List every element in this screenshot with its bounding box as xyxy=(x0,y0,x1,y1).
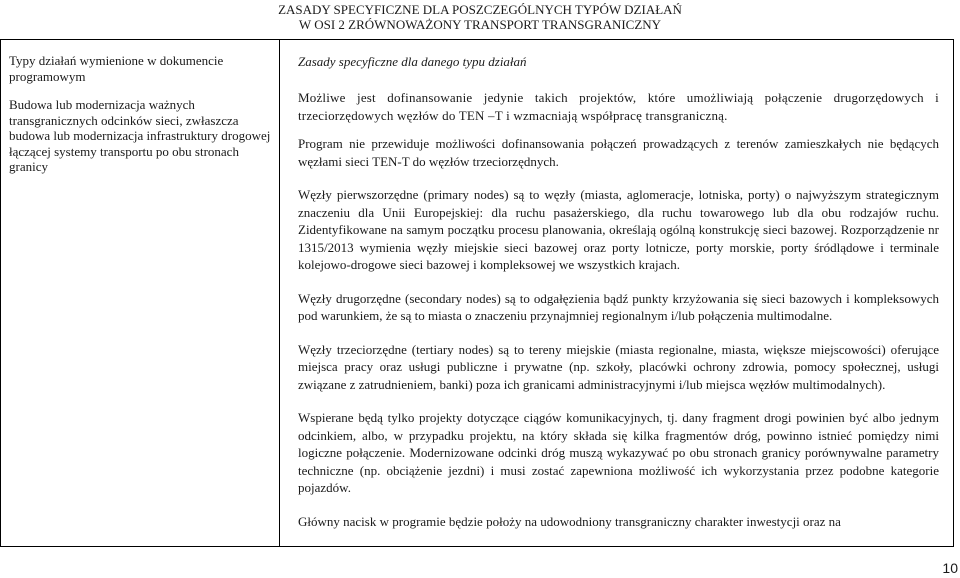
paragraph-supported-projects: Wspierane będą tylko projekty dotyczące ciągów komunikacyjnych, tj. dany fragment drogi powinien być albo jednym odcinkiem, albo, w przypadku projektu, na który składa się kilka fragmentów dróg, powinno istnieć pomiędzy nimi logiczne połączenie. Modernizowane odcinki dróg muszą wykazywać po obu stronach granicy porównywalne parametry techniczne (np. obciążenie jezdni) i musi zostać zapewniona możliwość ich wykorzystania przez podobne kategorie pojazdów. xyxy=(298,410,939,495)
page-number: 10 xyxy=(942,560,958,576)
paragraph-secondary-nodes: Węzły drugorzędne (secondary nodes) są to odgałęzienia bądź punkty krzyżowania się sieci bazowych i kompleksowych pod warunkiem, że są to miasta o znaczeniu przynajmniej regionalnym i/lub połączenia multimodalne. xyxy=(298,290,939,323)
paragraph-exclusion: Program nie przewiduje możliwości dofinansowania połączeń prowadzących z terenów zamieszkałych nie będących węzłami sieci TEN-T do węzłów trzeciorzędnych. xyxy=(298,136,939,169)
paragraph-main-focus: Główny nacisk w programie będzie położy na udowodniony transgraniczny charakter inwestycji oraz na xyxy=(298,513,841,529)
paragraph-eligibility: Możliwe jest dofinansowanie jedynie takich projektów, które umożliwiają połączenie drugorzędowych i trzeciorzędowych węzłów do TEN –T i wzmacniają współpracę transgraniczną. xyxy=(298,90,939,123)
table-row xyxy=(1,40,954,547)
right-cell xyxy=(280,40,954,547)
left-column-title: Typy działań wymienione w dokumencie programowym xyxy=(9,53,224,84)
paragraph-tertiary-nodes: Węzły trzeciorzędne (tertiary nodes) są to tereny miejskie (miasta regionalne, miasta, większe miejscowości) oferujące miejsca pracy oraz usługi publiczne i prywatne (np. szkoły, placówki ochrony zdrowia, pomocy społecznej, usługi związane z zatrudnieniem, banki) poza ich granicami administracyjnymi i/lub miejsca węzłów multimodalnych). xyxy=(298,341,939,392)
left-column-text: Budowa lub modernizacja ważnych transgranicznych odcinków sieci, zwłaszcza budowa lub modernizacja infrastruktury drogowej łączącej systemy transportu po obu stronach granicy xyxy=(9,97,271,174)
right-column-title: Zasady specyficzne dla danego typu działań xyxy=(298,54,527,69)
paragraph-primary-nodes: Węzły pierwszorzędne (primary nodes) są to węzły (miasta, aglomeracje, lotniska, porty) o najwyższym strategicznym znaczeniu dla Unii Europejskiej: dla ruchu pasażerskiego, dla ruchu towarowego lub dla obu rodzajów ruchu. Zidentyfikowane na samym początku procesu planowania, określają ogólną konstrukcję sieci bazowej. Rozporządzenie nr 1315/2013 wymienia węzły miejskie sieci bazowej oraz porty lotnicze, porty morskie, porty śródlądowe i terminale kolejowo-drogowe sieci bazowej i kompleksowej we wszystkich krajach. xyxy=(298,187,939,272)
header-line-2: W OSI 2 ZRÓWNOWAŻONY TRANSPORT TRANSGRANICZNY xyxy=(298,17,662,32)
header-line-1: ZASADY SPECYFICZNE DLA POSZCZEGÓLNYCH TYPÓW DZIAŁAŃ xyxy=(278,2,682,17)
left-cell xyxy=(1,40,280,547)
page-header xyxy=(0,0,960,32)
rules-table xyxy=(0,39,954,547)
